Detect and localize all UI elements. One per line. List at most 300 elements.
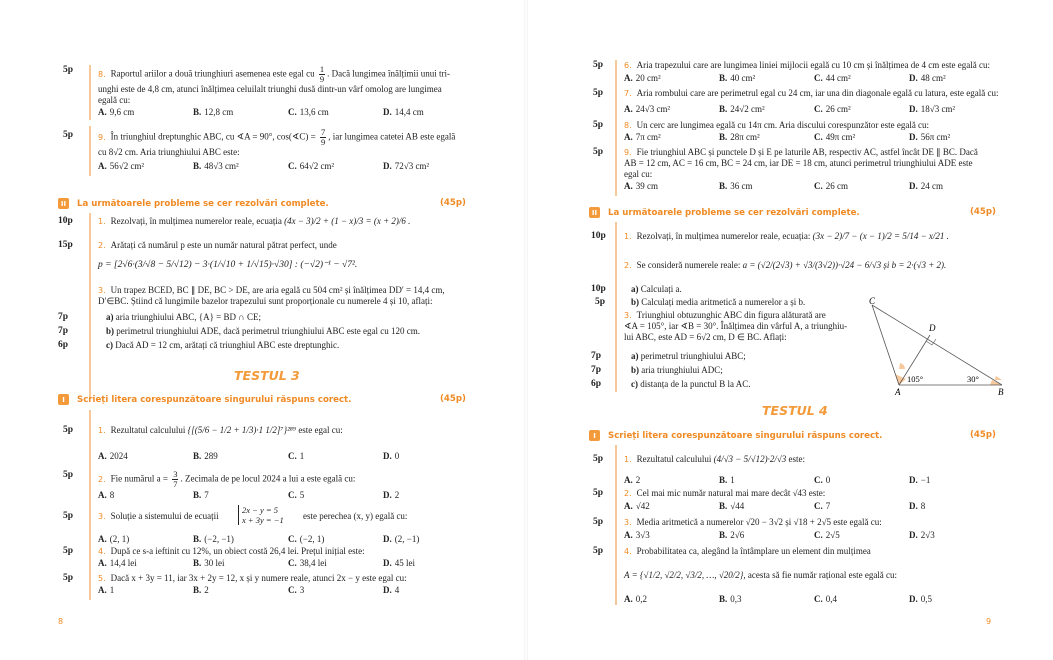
points: 5p	[63, 546, 74, 556]
text: (−2, −1)	[204, 534, 234, 544]
text: 28π cm²	[730, 132, 760, 142]
question-text	[624, 120, 929, 131]
option-b[interactable]	[193, 585, 288, 595]
section-points: (45p)	[440, 394, 466, 404]
option-a[interactable]	[98, 161, 193, 171]
label: B.	[719, 594, 728, 604]
text: 7π cm²	[635, 132, 661, 142]
text: 1	[109, 585, 115, 595]
label: D.	[909, 73, 918, 83]
text: Un cerc are lungimea egală cu 14π cm. Aria discului corespunzător este egală cu:	[636, 120, 930, 130]
label: C.	[288, 585, 297, 595]
points: 5p	[593, 488, 604, 498]
right-page	[527, 0, 1053, 660]
text: 14,4 lei	[109, 558, 137, 568]
label: b)	[631, 297, 640, 307]
option-b[interactable]	[719, 181, 814, 191]
option-a[interactable]	[624, 594, 719, 604]
part-b	[631, 297, 805, 308]
label: a)	[631, 284, 639, 294]
text: cu 8√2 cm. Aria triunghiului ABC este:	[98, 147, 240, 157]
section-points: (45p)	[970, 207, 996, 217]
question-number: 3.	[624, 311, 632, 320]
text: perimetrul triunghiului ABC;	[640, 351, 746, 361]
points: 5p	[593, 120, 604, 130]
option-b[interactable]	[193, 534, 288, 544]
section-header	[58, 394, 351, 405]
denominator: 9	[319, 74, 325, 84]
question-number: 9.	[98, 132, 106, 142]
label: D.	[909, 501, 918, 511]
option-b[interactable]	[719, 73, 814, 83]
label: A.	[624, 132, 633, 142]
text: AB = 12 cm, AC = 16 cm, BC = 24 cm, iar DE = 18 cm, atunci perimetrul triunghiului ADE este	[624, 158, 973, 168]
option-c[interactable]	[814, 530, 909, 540]
question-text	[624, 147, 1024, 180]
label: A.	[98, 585, 107, 595]
points: 5p	[63, 130, 74, 140]
option-a[interactable]	[624, 475, 719, 485]
option-b[interactable]	[719, 475, 814, 485]
label: B.	[193, 558, 202, 568]
answer-options	[98, 451, 478, 461]
answer-options	[624, 181, 1004, 191]
option-d[interactable]	[909, 594, 1004, 604]
text: este:	[788, 454, 806, 464]
question-text	[98, 511, 219, 522]
label: D.	[383, 534, 392, 544]
option-a[interactable]	[98, 534, 193, 544]
label: C.	[288, 558, 297, 568]
text: 24√3 cm²	[635, 104, 671, 114]
equation: (4x − 3)/2 + (1 − x)/3 = (x + 2)/6 .	[284, 216, 411, 226]
text: lui ABC, este AD = 6√2 cm, D ∈ BC. Aflați:	[624, 332, 787, 342]
problem-text	[98, 285, 488, 307]
text: 18√3 cm²	[920, 104, 956, 114]
label: A.	[98, 451, 107, 461]
label: c)	[631, 379, 638, 389]
answer-options	[624, 104, 1004, 114]
question-bar	[89, 213, 91, 398]
option-c[interactable]	[814, 73, 909, 83]
label: a)	[106, 312, 114, 322]
option-c[interactable]	[288, 534, 383, 544]
option-d[interactable]	[383, 107, 478, 117]
points: 7p	[58, 312, 69, 322]
option-b[interactable]	[719, 530, 814, 540]
question-text	[98, 65, 483, 106]
option-c[interactable]	[814, 132, 909, 142]
points: 5p	[63, 425, 74, 435]
problem-text	[624, 260, 946, 271]
label: B.	[719, 104, 728, 114]
triangle-figure	[867, 295, 1007, 397]
label: D.	[909, 594, 918, 604]
label: c)	[106, 340, 113, 350]
left-page	[0, 0, 526, 660]
question-text	[624, 60, 990, 71]
label: C.	[814, 594, 823, 604]
section-header	[589, 207, 860, 218]
text: (2, −1)	[394, 534, 420, 544]
label: A.	[624, 73, 633, 83]
question-text	[624, 488, 825, 499]
label: B.	[193, 490, 202, 500]
text: 13,6 cm	[299, 107, 329, 117]
option-d[interactable]	[909, 501, 1004, 511]
text: 30 lei	[204, 558, 225, 568]
option-a[interactable]	[624, 132, 719, 142]
text: 2	[394, 490, 400, 500]
part-a	[631, 284, 682, 295]
text: ∢A = 105°, iar ∢B = 30°. Înălțimea din vârful A, a triunghiu-	[624, 321, 848, 331]
option-d[interactable]	[383, 534, 478, 544]
text: 56π cm²	[920, 132, 951, 142]
label: D.	[383, 451, 392, 461]
text: 8	[109, 490, 115, 500]
label: A.	[624, 501, 633, 511]
part-c	[106, 340, 339, 351]
points: 5p	[595, 297, 606, 307]
points: 5p	[593, 60, 604, 70]
answer-options	[624, 594, 1004, 604]
angle-b-label: 30°	[967, 374, 979, 384]
page-number: 8	[58, 617, 64, 626]
question-number: 3.	[624, 518, 632, 527]
option-c[interactable]	[814, 594, 909, 604]
label: A.	[98, 490, 107, 500]
option-a[interactable]	[98, 585, 193, 595]
label: B.	[719, 530, 728, 540]
answer-options	[98, 161, 478, 171]
option-b[interactable]	[193, 558, 288, 568]
section-title: Scrieți litera corespunzătoare singurului răspuns corect.	[77, 394, 352, 405]
text: perimetrul triunghiului ADE, dacă perimetrul triunghiului ABC este egal cu 120 cm.	[116, 326, 420, 336]
question-number: 2.	[624, 489, 632, 498]
label: A.	[624, 181, 633, 191]
part-b	[106, 326, 420, 337]
option-d[interactable]	[383, 451, 478, 461]
question-bar	[89, 65, 91, 120]
text: , iar lungimea catetei AB este egală	[328, 131, 456, 142]
equation: A = {√1/2, √2/2, √3/2, …, √20/2}	[624, 570, 744, 580]
question-text	[624, 517, 882, 528]
label: B.	[193, 534, 202, 544]
label: B.	[193, 451, 202, 461]
option-a[interactable]	[624, 104, 719, 114]
option-c[interactable]	[288, 451, 383, 461]
option-b[interactable]	[193, 490, 288, 500]
text: 2024	[109, 451, 128, 461]
equation-system	[238, 505, 284, 525]
option-a[interactable]	[98, 451, 193, 461]
option-a[interactable]	[98, 107, 193, 117]
text: 5	[299, 490, 305, 500]
label: B.	[719, 73, 728, 83]
answer-options	[98, 585, 478, 595]
option-b[interactable]	[719, 104, 814, 114]
text: 2√5	[825, 530, 840, 540]
option-c[interactable]	[288, 161, 383, 171]
part-a	[631, 351, 746, 362]
option-b[interactable]	[719, 594, 814, 604]
question-number: 1.	[624, 232, 632, 241]
fraction	[319, 65, 325, 84]
option-a[interactable]	[98, 558, 193, 568]
text: 26 cm²	[825, 104, 851, 114]
option-c[interactable]	[288, 558, 383, 568]
equation: a = (√2/(2√3) + √3/(3√2))·√24 − 6/√3 și b = 2·(√3 + 2).	[742, 260, 947, 270]
option-d[interactable]	[909, 181, 1004, 191]
equation: (4/√3 − 5/√12)·2/√3	[713, 454, 787, 464]
text: Rezolvați, în mulțimea numerelor reale, ecuația	[110, 216, 282, 226]
points: 5p	[593, 546, 604, 556]
text: 12,8 cm	[204, 107, 234, 117]
text: Fie numărul a =	[110, 473, 168, 484]
text: 20 cm²	[635, 73, 661, 83]
text: Media aritmetică a numerelor √20 − 3√2 și √18 + 2√5 este egală cu:	[636, 517, 882, 527]
option-b[interactable]	[193, 107, 288, 117]
text: 0,5	[920, 594, 932, 604]
text: aria triunghiului ABC, {A} = BD ∩ CE;	[115, 312, 261, 322]
question-number: 2.	[98, 241, 106, 250]
test-title: TESTUL 3	[234, 368, 300, 383]
label: C.	[288, 534, 297, 544]
label: B.	[193, 161, 202, 171]
text: 0,4	[825, 594, 837, 604]
text: Fie triunghiul ABC și punctele D și E pe laturile AB, respectiv AC, astfel încât DE ∥ BC. Dacă	[636, 147, 978, 157]
text: Se consideră numerele reale:	[636, 260, 741, 270]
section-header	[589, 430, 882, 441]
text: Rezolvați, în mulțimea numerelor reale, ecuația:	[636, 231, 811, 241]
label: A.	[98, 107, 107, 117]
section-badge: II	[589, 207, 600, 218]
question-bar	[615, 445, 617, 605]
problem-text	[98, 240, 337, 251]
answer-options	[98, 558, 478, 568]
question-number: 4.	[624, 547, 632, 556]
section-badge: II	[58, 198, 69, 209]
right-angle-mark	[926, 339, 936, 345]
text: Calculați a.	[640, 284, 682, 294]
option-a[interactable]	[98, 490, 193, 500]
section-badge: I	[589, 430, 600, 441]
numerator: 1	[319, 64, 325, 74]
answer-options	[624, 132, 1004, 142]
denominator: 9	[320, 137, 326, 147]
option-b[interactable]	[719, 501, 814, 511]
text: Rezultatul calculului	[636, 454, 712, 464]
option-b[interactable]	[719, 132, 814, 142]
label: C.	[814, 181, 823, 191]
label: A.	[624, 530, 633, 540]
answer-options	[624, 530, 1004, 540]
text: 1	[730, 475, 735, 485]
question-bar	[89, 126, 91, 176]
option-a[interactable]	[624, 501, 719, 511]
text: unghi este de 4,8 cm, atunci înălțimea celuilalt triunghi dusă dintr-un vârf omolog are lungimea	[98, 84, 442, 94]
question-text	[98, 470, 355, 489]
text: 8	[920, 501, 926, 511]
question-text	[98, 425, 343, 436]
text: 0	[825, 475, 831, 485]
question-number: 8.	[624, 121, 632, 130]
angle-a-label: 105°	[907, 374, 924, 384]
points: 5p	[593, 454, 604, 464]
question-number: 5.	[98, 574, 106, 583]
option-a[interactable]	[624, 530, 719, 540]
question-text	[624, 546, 871, 557]
label: D.	[383, 558, 392, 568]
question-bar	[89, 410, 91, 600]
text: 289	[204, 451, 218, 461]
option-c[interactable]	[288, 107, 383, 117]
section-title: La următoarele probleme se cer rezolvări complete.	[77, 198, 329, 209]
text: Un trapez BCED, BC ∥ DE, BC > DE, are aria egală cu 504 cm² și înălțimea DD′ = 14,4 cm,	[110, 285, 445, 295]
option-c[interactable]	[288, 490, 383, 500]
text: D′∈BC. Știind că lungimile bazelor trapezului sunt proporționale cu numerele 4 și 10, aflați:	[98, 296, 433, 306]
points: 5p	[63, 65, 74, 75]
label: D.	[383, 107, 392, 117]
option-c[interactable]	[288, 585, 383, 595]
text: 56√2 cm²	[109, 161, 145, 171]
text: √42	[635, 501, 650, 511]
label: A.	[624, 475, 633, 485]
text: Dacă x + 3y = 11, iar 3x + 2y = 12, x și y numere reale, atunci 2x − y este egal cu:	[110, 573, 407, 583]
text: 2x − y = 5	[242, 505, 279, 515]
label: D.	[383, 161, 392, 171]
label-c: C	[869, 296, 876, 306]
option-d[interactable]	[383, 161, 478, 171]
option-a[interactable]	[624, 73, 719, 83]
answer-options	[98, 490, 478, 500]
option-d[interactable]	[383, 558, 478, 568]
text: Aria rombului care are perimetrul egal cu 24 cm, iar una din diagonale egală cu latura, este egală cu:	[636, 88, 999, 98]
option-a[interactable]	[624, 181, 719, 191]
option-b[interactable]	[193, 161, 288, 171]
points: 10p	[591, 284, 606, 294]
text: 1	[299, 451, 305, 461]
text: , acesta să fie număr rațional este egală cu:	[743, 570, 898, 580]
answer-options	[624, 475, 1004, 485]
section-points: (45p)	[440, 198, 466, 208]
text: (2, 1)	[109, 534, 130, 544]
points: 10p	[58, 216, 73, 226]
text: 0	[394, 451, 400, 461]
label: B.	[719, 475, 728, 485]
text: 39 cm	[635, 181, 658, 191]
side-ca	[872, 305, 899, 385]
angle-b-mark	[995, 376, 1002, 380]
points: 6p	[58, 340, 69, 350]
option-c[interactable]	[814, 104, 909, 114]
text: 3	[173, 469, 178, 479]
question-number: 6.	[624, 61, 632, 70]
label: b)	[631, 365, 640, 375]
label: C.	[814, 73, 823, 83]
text: După ce s-a ieftinit cu 12%, un obiect costă 26,4 lei. Prețul inițial este:	[110, 546, 365, 556]
problem-text	[98, 216, 410, 227]
option-c[interactable]	[814, 181, 909, 191]
side-cb	[872, 305, 1002, 385]
section-title: Scrieți litera corespunzătoare singurului răspuns corect.	[608, 430, 883, 441]
label: C.	[288, 161, 297, 171]
option-d[interactable]	[909, 530, 1004, 540]
text: Calculați media aritmetică a numerelor a și b.	[641, 297, 806, 307]
option-d[interactable]	[909, 104, 1004, 114]
text: Probabilitatea ca, alegând la întâmplare un element din mulțimea	[636, 546, 871, 556]
option-c[interactable]	[814, 501, 909, 511]
option-d[interactable]	[909, 132, 1004, 142]
text: 2	[635, 475, 641, 485]
label: A.	[98, 558, 107, 568]
fraction	[172, 470, 178, 489]
problem-text	[624, 231, 949, 242]
text: Soluție a sistemului de ecuații	[110, 511, 219, 521]
question-number: 9.	[624, 148, 632, 157]
points: 5p	[593, 147, 604, 157]
option-c[interactable]	[814, 475, 909, 485]
text: Arătați că numărul p este un număr natural pătrat perfect, unde	[110, 240, 337, 250]
set-definition	[624, 570, 897, 581]
option-d[interactable]	[909, 73, 1004, 83]
label: C.	[288, 107, 297, 117]
option-d[interactable]	[909, 475, 1004, 485]
label: A.	[98, 161, 107, 171]
option-d[interactable]	[383, 585, 478, 595]
text: 24√2 cm²	[730, 104, 765, 114]
text: 48 cm²	[920, 73, 946, 83]
text: 7	[825, 501, 831, 511]
answer-options	[624, 501, 1004, 511]
label: B.	[719, 181, 728, 191]
question-number: 3.	[98, 286, 106, 295]
question-number: 7.	[624, 89, 632, 98]
question-text	[98, 128, 483, 158]
section-header	[58, 198, 329, 209]
section-badge: I	[58, 394, 69, 405]
text: 24 cm	[920, 181, 943, 191]
label: A.	[98, 534, 107, 544]
text: Raportul ariilor a două triunghiuri asemenea este egal cu	[110, 68, 315, 79]
text: 9,6 cm	[109, 107, 135, 117]
text: Rezultatul calculului	[110, 425, 186, 435]
question-number: 4.	[98, 547, 106, 556]
question-text	[98, 546, 365, 557]
label: a)	[631, 351, 639, 361]
text: egală cu:	[98, 95, 131, 105]
text: −1	[920, 475, 931, 485]
label-b: B	[998, 387, 1004, 397]
equation: p = [2√6·(3/√8 − 5/√12) − 3·(1/√10 + 1/√15)·√30] : (−√2)⁻¹ − √7².	[98, 260, 358, 270]
points: 5p	[63, 573, 74, 583]
question-bar	[615, 60, 617, 196]
label: C.	[288, 451, 297, 461]
text: . Dacă lungimea înălțimii unui tri-	[327, 68, 451, 79]
text: 45 lei	[394, 558, 415, 568]
text: 38,4 lei	[299, 558, 327, 568]
question-text	[624, 88, 998, 99]
option-d[interactable]	[383, 490, 478, 500]
text: În triunghiul dreptunghic ABC, cu ∢A = 90°, cos(∢C) =	[110, 131, 316, 142]
text: Cel mai mic număr natural mai mare decât √43 este:	[636, 488, 826, 498]
label-a: A	[895, 387, 901, 397]
option-b[interactable]	[193, 451, 288, 461]
label: C.	[814, 530, 823, 540]
points: 6p	[591, 379, 602, 389]
question-number: 1.	[624, 455, 632, 464]
label: b)	[106, 326, 115, 336]
